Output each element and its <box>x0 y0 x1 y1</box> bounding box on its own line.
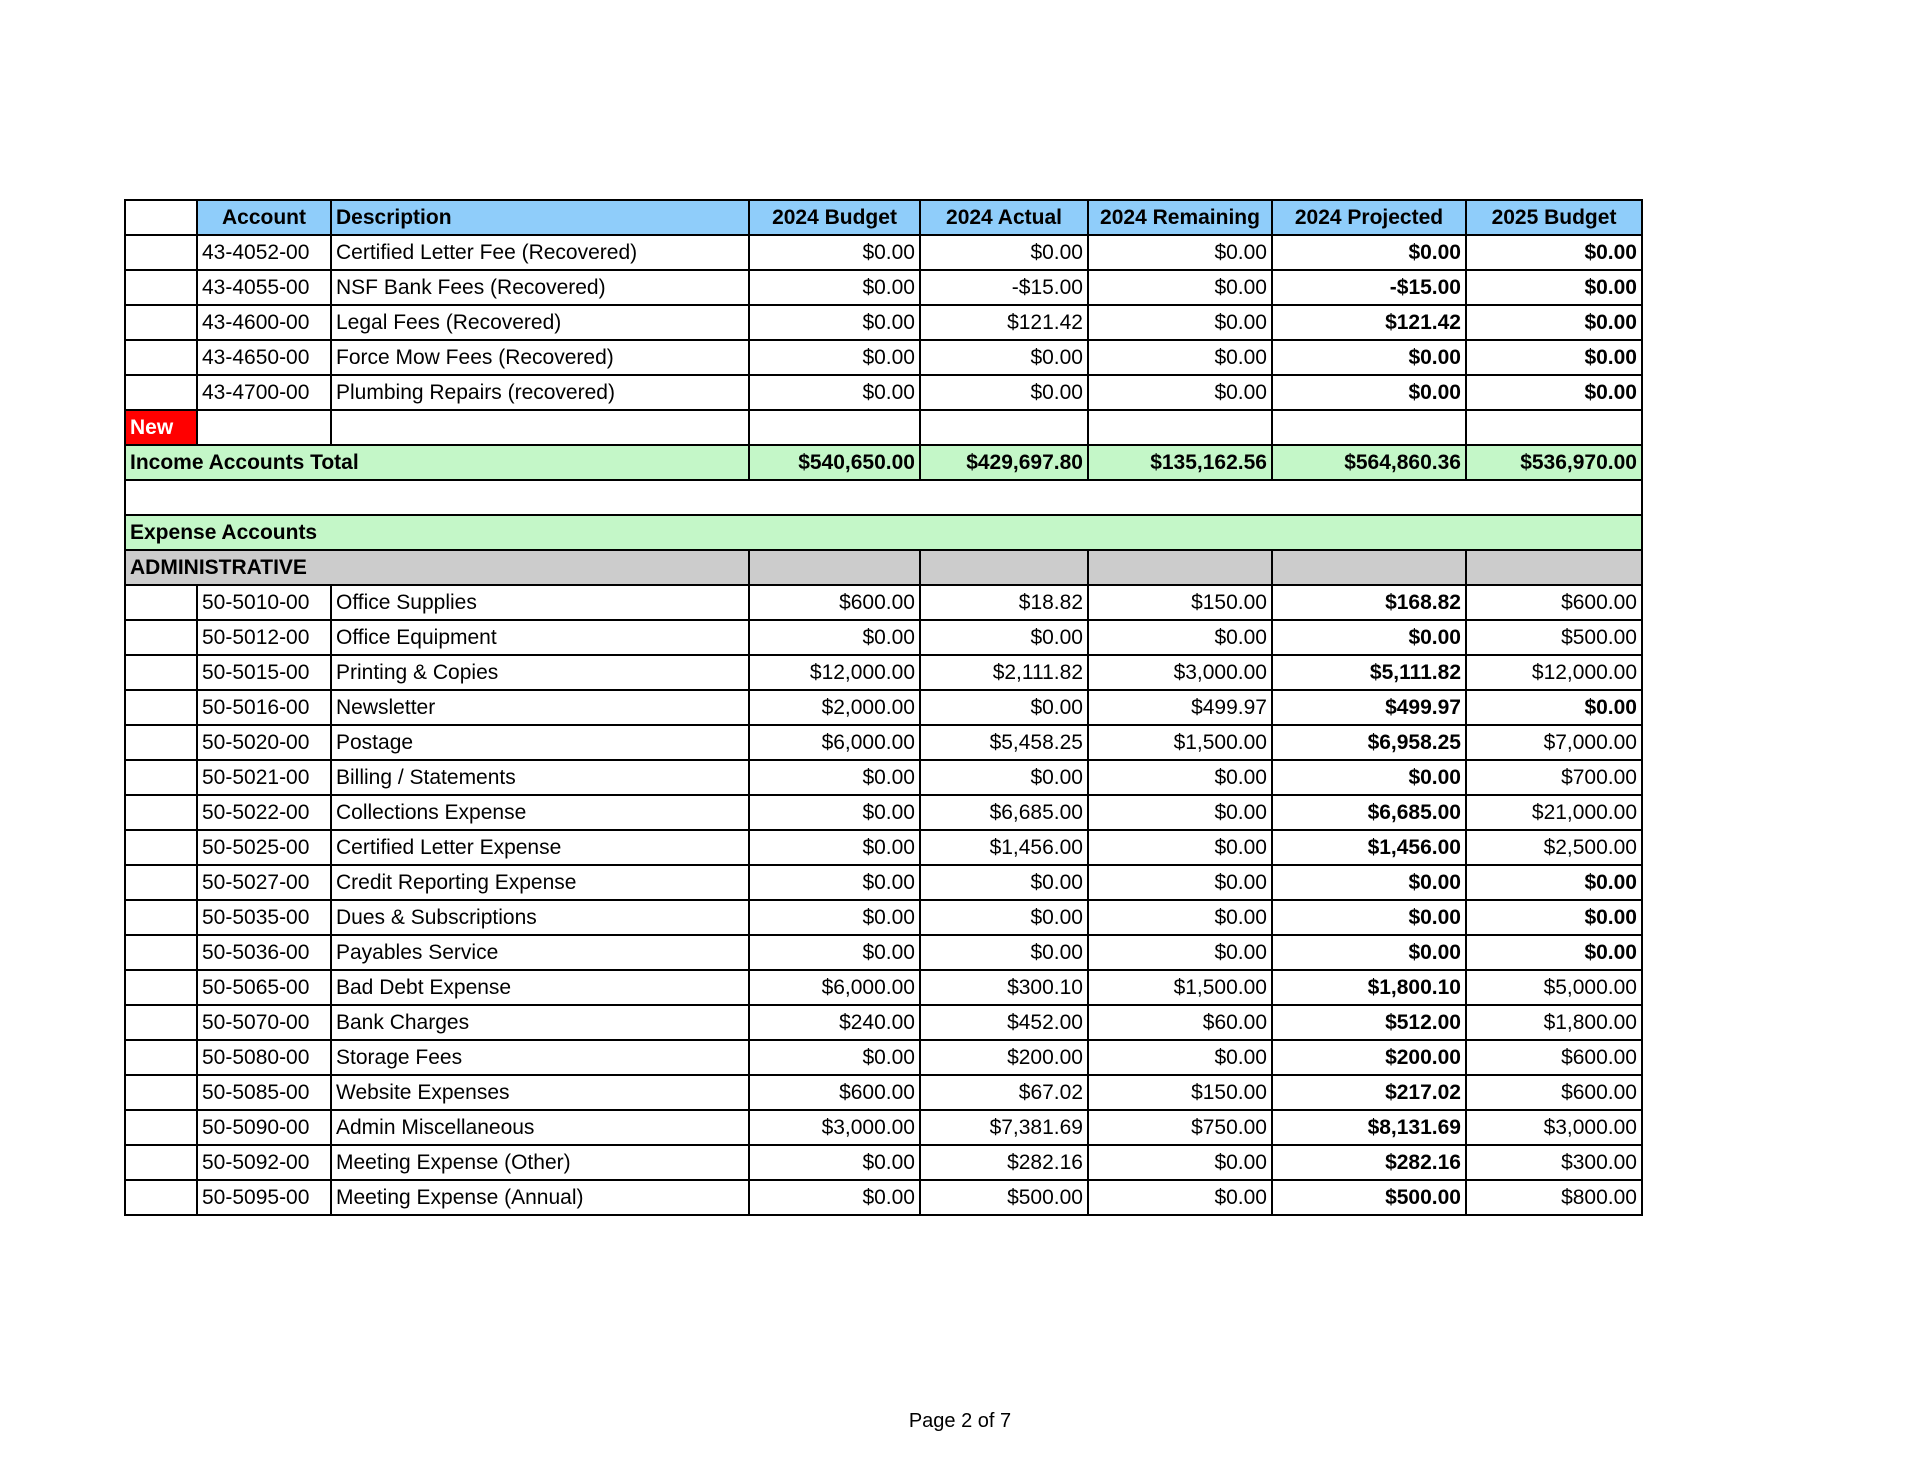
budget-2024-cell: $3,000.00 <box>749 1110 920 1145</box>
projected-2024-cell: $168.82 <box>1272 585 1466 620</box>
remaining-2024-cell: $0.00 <box>1088 865 1272 900</box>
account-cell: 43-4650-00 <box>197 340 331 375</box>
actual-2024-cell: $0.00 <box>920 620 1088 655</box>
remaining-2024-cell: $150.00 <box>1088 585 1272 620</box>
remaining-2024-cell: $0.00 <box>1088 1180 1272 1215</box>
projected-2024-cell: $512.00 <box>1272 1005 1466 1040</box>
actual-2024-cell: $18.82 <box>920 585 1088 620</box>
spacer-cell <box>125 480 1642 515</box>
account-cell: 50-5027-00 <box>197 865 331 900</box>
projected-2024-cell: $1,456.00 <box>1272 830 1466 865</box>
budget-2024-cell: $0.00 <box>749 1145 920 1180</box>
budget-2024-cell: $0.00 <box>749 760 920 795</box>
spacer-row <box>125 480 1642 515</box>
projected-2024-cell: $0.00 <box>1272 935 1466 970</box>
projected-2024-cell: $6,685.00 <box>1272 795 1466 830</box>
description-cell: Certified Letter Fee (Recovered) <box>331 235 749 270</box>
remaining-2024-cell: $0.00 <box>1088 900 1272 935</box>
budget-2024-cell: $6,000.00 <box>749 970 920 1005</box>
description-cell: Printing & Copies <box>331 655 749 690</box>
projected-2024-cell: $0.00 <box>1272 340 1466 375</box>
row-marker-cell <box>125 725 197 760</box>
budget-2024-cell: $0.00 <box>749 795 920 830</box>
new-row <box>125 410 1642 445</box>
account-cell: 50-5085-00 <box>197 1075 331 1110</box>
budget-2025-cell: $0.00 <box>1466 270 1642 305</box>
budget-2024-cell: $0.00 <box>749 340 920 375</box>
budget-2025-cell: $600.00 <box>1466 585 1642 620</box>
income-total-label: Income Accounts Total <box>125 445 749 480</box>
budget-2024-cell: $0.00 <box>749 375 920 410</box>
expense-row <box>125 900 1642 935</box>
expense-row <box>125 655 1642 690</box>
row-marker-cell <box>125 970 197 1005</box>
account-cell: 50-5025-00 <box>197 830 331 865</box>
row-marker-cell <box>125 1110 197 1145</box>
projected-2024-cell: $0.00 <box>1272 620 1466 655</box>
actual-2024-cell: $282.16 <box>920 1145 1088 1180</box>
empty-cell <box>920 410 1088 445</box>
row-marker-cell <box>125 655 197 690</box>
account-cell: 50-5095-00 <box>197 1180 331 1215</box>
actual-2024-cell: $0.00 <box>920 760 1088 795</box>
actual-2024-cell: $0.00 <box>920 935 1088 970</box>
budget-2025-cell: $0.00 <box>1466 375 1642 410</box>
row-marker-cell <box>125 375 197 410</box>
account-cell: 50-5065-00 <box>197 970 331 1005</box>
header-2024-projected: 2024 Projected <box>1272 200 1466 235</box>
expense-row <box>125 585 1642 620</box>
empty-cell <box>1466 550 1642 585</box>
expense-row <box>125 1005 1642 1040</box>
actual-2024-cell: $6,685.00 <box>920 795 1088 830</box>
row-marker-cell <box>125 1040 197 1075</box>
remaining-2024-cell: $0.00 <box>1088 305 1272 340</box>
actual-2024-cell: $67.02 <box>920 1075 1088 1110</box>
budget-2024-cell: $0.00 <box>749 235 920 270</box>
header-row <box>125 200 1642 235</box>
actual-2024-cell: $0.00 <box>920 375 1088 410</box>
budget-2025-cell: $600.00 <box>1466 1040 1642 1075</box>
description-cell: Billing / Statements <box>331 760 749 795</box>
budget-2024-cell: $600.00 <box>749 585 920 620</box>
budget-2025-cell: $700.00 <box>1466 760 1642 795</box>
description-cell: Meeting Expense (Other) <box>331 1145 749 1180</box>
expense-row <box>125 795 1642 830</box>
description-cell: Credit Reporting Expense <box>331 865 749 900</box>
account-cell: 50-5020-00 <box>197 725 331 760</box>
budget-2025-cell: $600.00 <box>1466 1075 1642 1110</box>
empty-cell <box>331 410 749 445</box>
account-cell: 50-5012-00 <box>197 620 331 655</box>
budget-2025-cell: $1,800.00 <box>1466 1005 1642 1040</box>
actual-2024-cell: $500.00 <box>920 1180 1088 1215</box>
remaining-2024-cell: $0.00 <box>1088 270 1272 305</box>
empty-cell <box>749 410 920 445</box>
budget-2025-cell: $21,000.00 <box>1466 795 1642 830</box>
remaining-2024-cell: $499.97 <box>1088 690 1272 725</box>
budget-2025-cell: $0.00 <box>1466 900 1642 935</box>
description-cell: Postage <box>331 725 749 760</box>
account-cell: 50-5090-00 <box>197 1110 331 1145</box>
actual-2024-cell: $452.00 <box>920 1005 1088 1040</box>
expense-row <box>125 1040 1642 1075</box>
expense-row <box>125 865 1642 900</box>
page-number: Page 2 of 7 <box>908 1410 1012 1432</box>
projected-2024-cell: -$15.00 <box>1272 270 1466 305</box>
account-cell: 50-5010-00 <box>197 585 331 620</box>
income-row <box>125 340 1642 375</box>
projected-2024-cell: $6,958.25 <box>1272 725 1466 760</box>
budget-2024-cell: $0.00 <box>749 1180 920 1215</box>
header-blank <box>125 200 197 235</box>
income-total-row <box>125 445 1642 480</box>
expense-row <box>125 620 1642 655</box>
income-row <box>125 375 1642 410</box>
budget-2025-cell: $0.00 <box>1466 340 1642 375</box>
budget-2025-cell: $500.00 <box>1466 620 1642 655</box>
income-total-remaining-2024: $135,162.56 <box>1088 445 1272 480</box>
actual-2024-cell: -$15.00 <box>920 270 1088 305</box>
budget-2025-cell: $2,500.00 <box>1466 830 1642 865</box>
budget-2025-cell: $5,000.00 <box>1466 970 1642 1005</box>
budget-2025-cell: $0.00 <box>1466 865 1642 900</box>
actual-2024-cell: $121.42 <box>920 305 1088 340</box>
budget-2024-cell: $0.00 <box>749 620 920 655</box>
remaining-2024-cell: $0.00 <box>1088 1145 1272 1180</box>
description-cell: Plumbing Repairs (recovered) <box>331 375 749 410</box>
remaining-2024-cell: $0.00 <box>1088 1040 1272 1075</box>
account-cell: 43-4055-00 <box>197 270 331 305</box>
account-cell: 50-5092-00 <box>197 1145 331 1180</box>
expense-section-row <box>125 515 1642 550</box>
budget-2024-cell: $0.00 <box>749 865 920 900</box>
header-2024-actual: 2024 Actual <box>920 200 1088 235</box>
actual-2024-cell: $5,458.25 <box>920 725 1088 760</box>
description-cell: Newsletter <box>331 690 749 725</box>
account-cell: 50-5036-00 <box>197 935 331 970</box>
budget-2024-cell: $2,000.00 <box>749 690 920 725</box>
expense-row <box>125 830 1642 865</box>
expense-row <box>125 760 1642 795</box>
budget-2025-cell: $0.00 <box>1466 305 1642 340</box>
actual-2024-cell: $0.00 <box>920 340 1088 375</box>
account-cell: 50-5021-00 <box>197 760 331 795</box>
projected-2024-cell: $121.42 <box>1272 305 1466 340</box>
remaining-2024-cell: $750.00 <box>1088 1110 1272 1145</box>
expense-row <box>125 935 1642 970</box>
empty-cell <box>749 550 920 585</box>
description-cell: Meeting Expense (Annual) <box>331 1180 749 1215</box>
income-total-budget-2025: $536,970.00 <box>1466 445 1642 480</box>
account-cell: 50-5022-00 <box>197 795 331 830</box>
account-cell: 50-5035-00 <box>197 900 331 935</box>
description-cell: Storage Fees <box>331 1040 749 1075</box>
remaining-2024-cell: $0.00 <box>1088 795 1272 830</box>
row-marker-cell <box>125 1005 197 1040</box>
expense-row <box>125 1145 1642 1180</box>
actual-2024-cell: $0.00 <box>920 865 1088 900</box>
actual-2024-cell: $0.00 <box>920 690 1088 725</box>
row-marker-cell <box>125 760 197 795</box>
row-marker-cell <box>125 270 197 305</box>
header-2024-budget: 2024 Budget <box>749 200 920 235</box>
account-cell: 50-5015-00 <box>197 655 331 690</box>
income-total-actual-2024: $429,697.80 <box>920 445 1088 480</box>
new-tag: New <box>125 410 197 445</box>
description-cell: Dues & Subscriptions <box>331 900 749 935</box>
row-marker-cell <box>125 900 197 935</box>
actual-2024-cell: $300.10 <box>920 970 1088 1005</box>
row-marker-cell <box>125 690 197 725</box>
empty-cell <box>1272 410 1466 445</box>
actual-2024-cell: $0.00 <box>920 900 1088 935</box>
budget-2024-cell: $6,000.00 <box>749 725 920 760</box>
budget-2025-cell: $7,000.00 <box>1466 725 1642 760</box>
administrative-label: ADMINISTRATIVE <box>125 550 749 585</box>
row-marker-cell <box>125 1145 197 1180</box>
actual-2024-cell: $1,456.00 <box>920 830 1088 865</box>
header-2024-remaining: 2024 Remaining <box>1088 200 1272 235</box>
budget-2025-cell: $12,000.00 <box>1466 655 1642 690</box>
account-cell: 43-4700-00 <box>197 375 331 410</box>
budget-2024-cell: $600.00 <box>749 1075 920 1110</box>
description-cell: Certified Letter Expense <box>331 830 749 865</box>
account-cell: 50-5016-00 <box>197 690 331 725</box>
account-cell: 43-4052-00 <box>197 235 331 270</box>
projected-2024-cell: $5,111.82 <box>1272 655 1466 690</box>
description-cell: Office Equipment <box>331 620 749 655</box>
row-marker-cell <box>125 1075 197 1110</box>
administrative-row <box>125 550 1642 585</box>
empty-cell <box>920 550 1088 585</box>
row-marker-cell <box>125 1180 197 1215</box>
description-cell: Admin Miscellaneous <box>331 1110 749 1145</box>
description-cell: Bad Debt Expense <box>331 970 749 1005</box>
projected-2024-cell: $8,131.69 <box>1272 1110 1466 1145</box>
budget-2025-cell: $0.00 <box>1466 235 1642 270</box>
income-total-budget-2024: $540,650.00 <box>749 445 920 480</box>
budget-table <box>124 199 1643 1216</box>
description-cell: NSF Bank Fees (Recovered) <box>331 270 749 305</box>
budget-2024-cell: $0.00 <box>749 935 920 970</box>
projected-2024-cell: $217.02 <box>1272 1075 1466 1110</box>
budget-2024-cell: $0.00 <box>749 305 920 340</box>
row-marker-cell <box>125 585 197 620</box>
projected-2024-cell: $500.00 <box>1272 1180 1466 1215</box>
projected-2024-cell: $0.00 <box>1272 760 1466 795</box>
remaining-2024-cell: $0.00 <box>1088 935 1272 970</box>
header-2025-budget: 2025 Budget <box>1466 200 1642 235</box>
description-cell: Bank Charges <box>331 1005 749 1040</box>
projected-2024-cell: $0.00 <box>1272 900 1466 935</box>
projected-2024-cell: $282.16 <box>1272 1145 1466 1180</box>
budget-2024-cell: $240.00 <box>749 1005 920 1040</box>
row-marker-cell <box>125 830 197 865</box>
empty-cell <box>1272 550 1466 585</box>
budget-2024-cell: $12,000.00 <box>749 655 920 690</box>
expense-section-label: Expense Accounts <box>125 515 1642 550</box>
account-cell: 50-5080-00 <box>197 1040 331 1075</box>
actual-2024-cell: $7,381.69 <box>920 1110 1088 1145</box>
row-marker-cell <box>125 620 197 655</box>
expense-row <box>125 690 1642 725</box>
expense-row <box>125 970 1642 1005</box>
expense-row <box>125 1075 1642 1110</box>
empty-cell <box>1088 410 1272 445</box>
empty-cell <box>197 410 331 445</box>
description-cell: Office Supplies <box>331 585 749 620</box>
remaining-2024-cell: $0.00 <box>1088 375 1272 410</box>
remaining-2024-cell: $0.00 <box>1088 235 1272 270</box>
income-row <box>125 305 1642 340</box>
row-marker-cell <box>125 305 197 340</box>
budget-2025-cell: $800.00 <box>1466 1180 1642 1215</box>
description-cell: Legal Fees (Recovered) <box>331 305 749 340</box>
remaining-2024-cell: $0.00 <box>1088 760 1272 795</box>
budget-2025-cell: $3,000.00 <box>1466 1110 1642 1145</box>
actual-2024-cell: $200.00 <box>920 1040 1088 1075</box>
projected-2024-cell: $1,800.10 <box>1272 970 1466 1005</box>
remaining-2024-cell: $0.00 <box>1088 340 1272 375</box>
remaining-2024-cell: $150.00 <box>1088 1075 1272 1110</box>
expense-row <box>125 1110 1642 1145</box>
projected-2024-cell: $0.00 <box>1272 375 1466 410</box>
description-cell: Force Mow Fees (Recovered) <box>331 340 749 375</box>
row-marker-cell <box>125 795 197 830</box>
remaining-2024-cell: $1,500.00 <box>1088 725 1272 760</box>
remaining-2024-cell: $0.00 <box>1088 620 1272 655</box>
income-total-projected-2024: $564,860.36 <box>1272 445 1466 480</box>
budget-2024-cell: $0.00 <box>749 830 920 865</box>
actual-2024-cell: $2,111.82 <box>920 655 1088 690</box>
budget-2025-cell: $0.00 <box>1466 935 1642 970</box>
remaining-2024-cell: $60.00 <box>1088 1005 1272 1040</box>
budget-2025-cell: $0.00 <box>1466 690 1642 725</box>
remaining-2024-cell: $3,000.00 <box>1088 655 1272 690</box>
budget-2024-cell: $0.00 <box>749 900 920 935</box>
row-marker-cell <box>125 340 197 375</box>
header-account: Account <box>197 200 331 235</box>
row-marker-cell <box>125 865 197 900</box>
projected-2024-cell: $200.00 <box>1272 1040 1466 1075</box>
description-cell: Website Expenses <box>331 1075 749 1110</box>
projected-2024-cell: $0.00 <box>1272 235 1466 270</box>
description-cell: Payables Service <box>331 935 749 970</box>
expense-row <box>125 725 1642 760</box>
projected-2024-cell: $499.97 <box>1272 690 1466 725</box>
income-row <box>125 270 1642 305</box>
account-cell: 50-5070-00 <box>197 1005 331 1040</box>
empty-cell <box>1466 410 1642 445</box>
actual-2024-cell: $0.00 <box>920 235 1088 270</box>
expense-row <box>125 1180 1642 1215</box>
remaining-2024-cell: $0.00 <box>1088 830 1272 865</box>
empty-cell <box>1088 550 1272 585</box>
budget-2025-cell: $300.00 <box>1466 1145 1642 1180</box>
account-cell: 43-4600-00 <box>197 305 331 340</box>
income-row <box>125 235 1642 270</box>
description-cell: Collections Expense <box>331 795 749 830</box>
row-marker-cell <box>125 935 197 970</box>
header-description: Description <box>331 200 749 235</box>
projected-2024-cell: $0.00 <box>1272 865 1466 900</box>
remaining-2024-cell: $1,500.00 <box>1088 970 1272 1005</box>
row-marker-cell <box>125 235 197 270</box>
budget-2024-cell: $0.00 <box>749 1040 920 1075</box>
budget-2024-cell: $0.00 <box>749 270 920 305</box>
